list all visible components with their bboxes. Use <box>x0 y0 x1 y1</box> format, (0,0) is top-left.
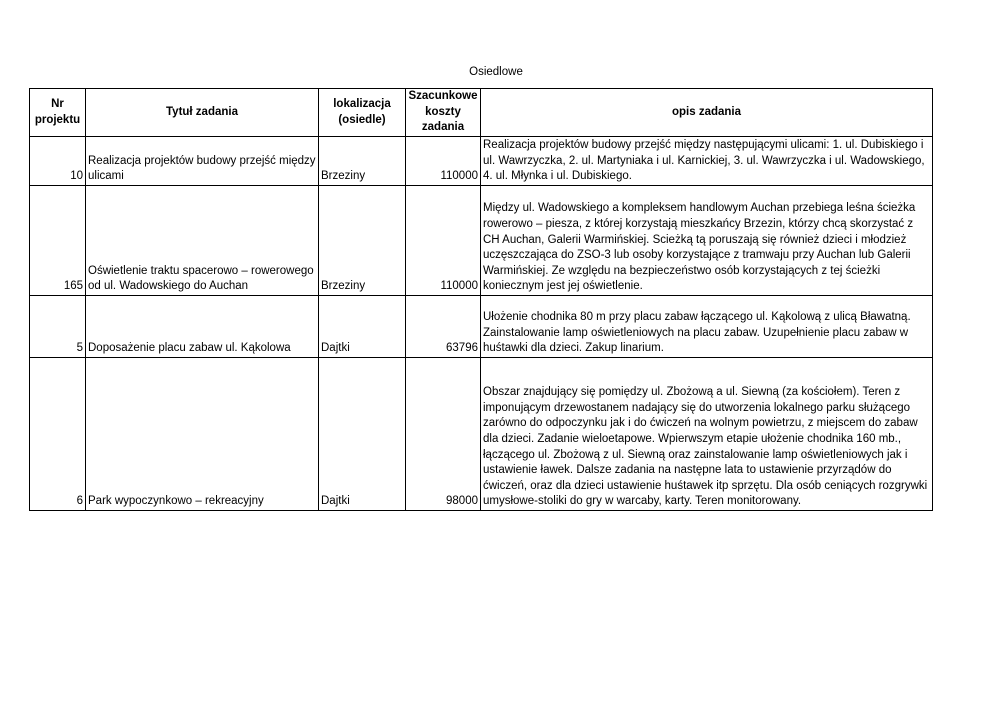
table-row <box>30 137 933 186</box>
header-nr: Nr projektu <box>30 89 86 137</box>
cell-nr: 5 <box>30 296 86 358</box>
table-row <box>30 358 933 511</box>
cell-location: Dajtki <box>319 358 406 511</box>
table-row <box>30 186 933 296</box>
cell-cost: 98000 <box>406 358 481 511</box>
cell-location: Brzeziny <box>319 186 406 296</box>
cell-cost: 110000 <box>406 137 481 186</box>
projects-table <box>29 88 933 511</box>
page-title: Osiedlowe <box>469 66 523 78</box>
table-header-row <box>30 89 933 137</box>
cell-title: Realizacja projektów budowy przejść między ulicami <box>86 137 319 186</box>
cell-location: Dajtki <box>319 296 406 358</box>
header-description: opis zadania <box>481 89 933 137</box>
header-location: lokalizacja (osiedle) <box>319 89 406 137</box>
cell-nr: 6 <box>30 358 86 511</box>
cell-title: Park wypoczynkowo – rekreacyjny <box>86 358 319 511</box>
cell-description: Obszar znajdujący się pomiędzy ul. Zbożową a ul. Siewną (za kościołem). Teren z imponującym drzewostanem nadający się do utworzenia lokalnego parku służącego zarówno do odpoczynku jak i do ćwiczeń na wolnym powietrzu, z miejscem do zabaw dla dzieci. Zadanie wieloetapowe. Wpierwszym etapie ułożenie chodnika 160 mb., łączącego ul. Zbożową z ul. Siewną oraz zainstalowanie lamp oświetleniowych jak i ustawienie ławek. Dalsze zadania na następne lata to ustawienie przyrządów do ćwiczeń, oraz dla dzieci ustawienie huśtawek itp sprzętu. Dla osób ceniących rozgrywki umysłowe-stoliki do gry w warcaby, karty. Teren monitorowany. <box>481 358 933 511</box>
cell-cost: 63796 <box>406 296 481 358</box>
cell-description: Realizacja projektów budowy przejść między następującymi ulicami: 1. ul. Dubiskiego i ul. Wawrzyczka, 2. ul. Martyniaka i ul. Karnickiej, 3. ul. Wawrzyczka i ul. Wadowskiego, 4. ul. Młynka i ul. Dubiskiego. <box>481 137 933 186</box>
header-cost: Szacunkowe koszty zadania <box>406 89 481 137</box>
table-row <box>30 296 933 358</box>
cell-description: Między ul. Wadowskiego a kompleksem handlowym Auchan przebiega leśna ścieżka rowerowo – piesza, z której korzystają mieszkańcy Brzezin, którzy chcą skorzystać z CH Auchan, Galerii Warmińskiej. Scieżką tą poruszają się również dzieci i młodzież uczęszczająca do ZSO-3 lub osoby korzystające z tramwaju przy Auchan lub Galerii Warmińskiej. Ze względu na bezpieczeństwo osób korzystających z tej ścieżki koniecznym jest jej oświetlenie. <box>481 186 933 296</box>
cell-title: Oświetlenie traktu spacerowo – rowerowego od ul. Wadowskiego do Auchan <box>86 186 319 296</box>
cell-nr: 165 <box>30 186 86 296</box>
cell-cost: 110000 <box>406 186 481 296</box>
cell-nr: 10 <box>30 137 86 186</box>
cell-location: Brzeziny <box>319 137 406 186</box>
cell-title: Doposażenie placu zabaw ul. Kąkolowa <box>86 296 319 358</box>
header-title: Tytuł zadania <box>86 89 319 137</box>
cell-description: Ułożenie chodnika 80 m przy placu zabaw łączącego ul. Kąkolową z ulicą Bławatną. Zainstalowanie lamp oświetleniowych na placu zabaw. Uzupełnienie placu zabaw w huśtawki dla dzieci. Zakup linarium. <box>481 296 933 358</box>
